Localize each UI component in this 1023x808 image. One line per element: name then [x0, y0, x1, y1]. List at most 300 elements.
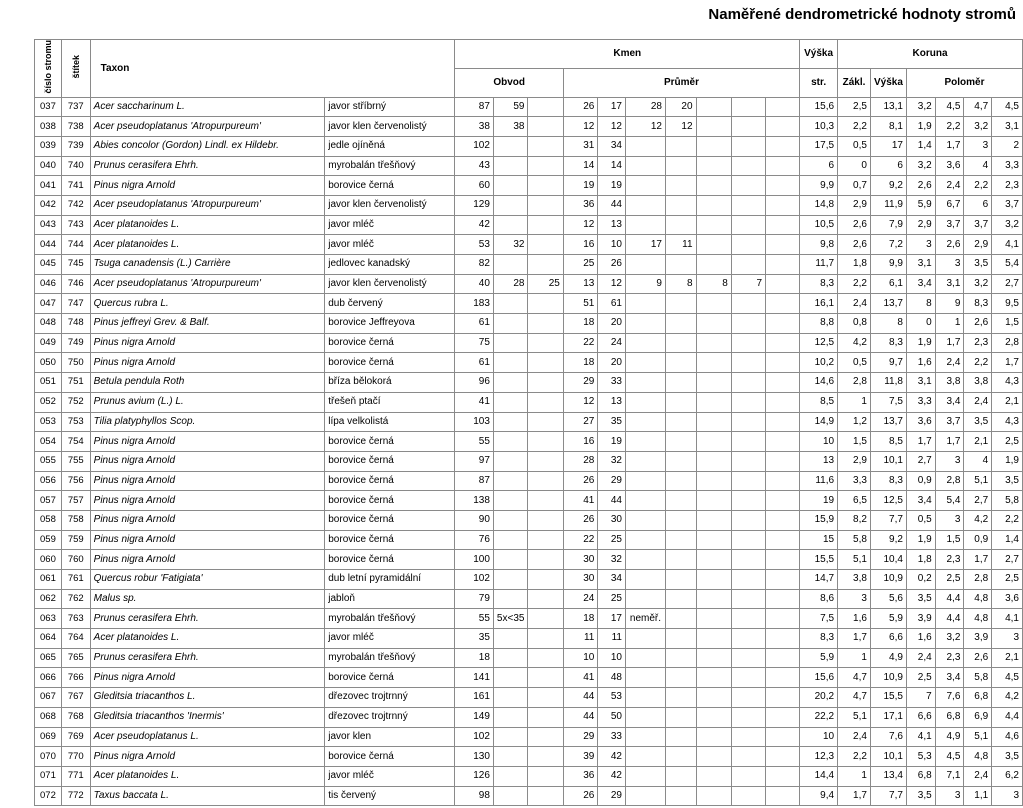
table-cell: 768 — [61, 707, 90, 727]
table-row — [35, 451, 1023, 471]
table-cell: 9,2 — [870, 530, 906, 550]
table-cell — [731, 589, 765, 609]
table-cell: 17 — [626, 235, 666, 255]
table-cell: 059 — [35, 530, 62, 550]
table-cell: 8,3 — [800, 629, 838, 649]
table-cell: Pinus nigra Arnold — [90, 510, 325, 530]
table-cell — [766, 609, 800, 629]
table-cell: 6,5 — [838, 491, 871, 511]
table-row — [35, 510, 1023, 530]
table-cell — [528, 392, 563, 412]
table-cell: 2,4 — [964, 392, 992, 412]
table-cell: 79 — [455, 589, 494, 609]
table-cell: 041 — [35, 176, 62, 196]
table-cell: javor klen červenolistý — [325, 117, 455, 137]
table-cell: 5,1 — [964, 471, 992, 491]
table-cell — [696, 727, 731, 747]
table-cell — [626, 432, 666, 452]
table-cell: Pinus nigra Arnold — [90, 353, 325, 373]
table-cell: 48 — [598, 668, 626, 688]
table-cell: 042 — [35, 195, 62, 215]
header-vyska-str: str. — [800, 68, 838, 97]
table-cell: 2,5 — [935, 570, 964, 590]
table-cell: 2,4 — [838, 727, 871, 747]
table-cell — [626, 195, 666, 215]
table-cell — [731, 707, 765, 727]
table-cell: 738 — [61, 117, 90, 137]
table-cell — [528, 491, 563, 511]
table-cell: Tilia platyphyllos Scop. — [90, 412, 325, 432]
table-cell: 33 — [598, 373, 626, 393]
table-cell: 3,1 — [992, 117, 1023, 137]
table-cell: 7 — [731, 274, 765, 294]
table-cell — [731, 530, 765, 550]
table-cell: 16,1 — [800, 294, 838, 314]
table-cell: 2,5 — [906, 668, 935, 688]
table-cell: myrobalán třešňový — [325, 648, 455, 668]
table-cell: 13,7 — [870, 412, 906, 432]
table-cell: 9,2 — [870, 176, 906, 196]
table-cell — [626, 747, 666, 767]
table-cell: 4,8 — [964, 747, 992, 767]
table-cell — [665, 156, 696, 176]
table-cell: 0,5 — [838, 353, 871, 373]
table-cell — [493, 412, 528, 432]
table-cell: 12,5 — [800, 333, 838, 353]
table-cell: 5,9 — [800, 648, 838, 668]
table-cell — [528, 766, 563, 786]
table-cell: 739 — [61, 136, 90, 156]
table-cell: 7,6 — [935, 688, 964, 708]
table-cell: 11,6 — [800, 471, 838, 491]
table-cell: 5,1 — [838, 550, 871, 570]
table-cell: Prunus cerasifera Ehrh. — [90, 648, 325, 668]
table-cell — [665, 707, 696, 727]
table-cell — [665, 255, 696, 275]
table-cell — [731, 766, 765, 786]
table-cell — [696, 589, 731, 609]
table-cell: 754 — [61, 432, 90, 452]
table-cell: 5,4 — [992, 255, 1023, 275]
table-cell: 1,4 — [906, 136, 935, 156]
table-cell — [665, 570, 696, 590]
table-cell: 1,6 — [838, 609, 871, 629]
table-cell: 3,7 — [992, 195, 1023, 215]
table-cell — [696, 235, 731, 255]
table-cell: 41 — [563, 491, 597, 511]
table-cell: 1,7 — [992, 353, 1023, 373]
table-cell: neměř. — [626, 609, 666, 629]
table-cell — [731, 294, 765, 314]
table-cell: 9 — [935, 294, 964, 314]
table-cell: Betula pendula Roth — [90, 373, 325, 393]
table-cell: 40 — [455, 274, 494, 294]
table-cell — [696, 195, 731, 215]
table-cell: 766 — [61, 668, 90, 688]
table-cell: 29 — [598, 471, 626, 491]
table-cell — [626, 668, 666, 688]
table-cell: 3,3 — [838, 471, 871, 491]
table-cell — [626, 589, 666, 609]
table-cell: Pinus nigra Arnold — [90, 432, 325, 452]
table-cell: 0,5 — [906, 510, 935, 530]
table-cell: 31 — [563, 136, 597, 156]
table-cell — [696, 491, 731, 511]
table-cell — [696, 510, 731, 530]
table-cell: 062 — [35, 589, 62, 609]
table-cell — [731, 668, 765, 688]
table-cell: 752 — [61, 392, 90, 412]
table-cell: 9,9 — [800, 176, 838, 196]
table-cell — [493, 766, 528, 786]
table-cell: 3,4 — [935, 668, 964, 688]
table-cell — [493, 668, 528, 688]
table-cell — [696, 392, 731, 412]
table-cell: 753 — [61, 412, 90, 432]
table-cell — [528, 530, 563, 550]
table-cell: 14 — [598, 156, 626, 176]
table-cell — [766, 727, 800, 747]
table-cell: 1 — [935, 314, 964, 334]
table-cell: 1,7 — [935, 136, 964, 156]
table-cell — [493, 589, 528, 609]
table-cell: 19 — [598, 176, 626, 196]
table-cell: 26 — [563, 97, 597, 117]
table-cell: 054 — [35, 432, 62, 452]
table-cell: Quercus robur 'Fatigiata' — [90, 570, 325, 590]
table-cell: 13 — [800, 451, 838, 471]
table-cell: 14,7 — [800, 570, 838, 590]
table-cell: třešeň ptačí — [325, 392, 455, 412]
table-cell — [731, 235, 765, 255]
table-cell — [731, 747, 765, 767]
table-cell: 2,6 — [838, 215, 871, 235]
table-cell: Pinus nigra Arnold — [90, 333, 325, 353]
table-cell — [731, 314, 765, 334]
table-cell — [528, 117, 563, 137]
table-cell: 762 — [61, 589, 90, 609]
table-cell — [766, 629, 800, 649]
table-cell — [766, 530, 800, 550]
table-cell — [731, 570, 765, 590]
table-cell: Acer pseudoplatanus 'Atropurpureum' — [90, 195, 325, 215]
table-cell: 8,3 — [870, 471, 906, 491]
table-cell: 20 — [598, 353, 626, 373]
table-row — [35, 117, 1023, 137]
table-cell — [665, 373, 696, 393]
table-cell: borovice černá — [325, 451, 455, 471]
table-cell: 4 — [964, 451, 992, 471]
table-cell: 32 — [493, 235, 528, 255]
table-cell — [626, 550, 666, 570]
table-cell: 743 — [61, 215, 90, 235]
table-cell — [528, 255, 563, 275]
table-cell — [528, 510, 563, 530]
table-cell: 2,8 — [964, 570, 992, 590]
table-cell: 4,7 — [838, 668, 871, 688]
table-cell: 8,3 — [800, 274, 838, 294]
table-cell: 737 — [61, 97, 90, 117]
table-cell: 2,3 — [964, 333, 992, 353]
table-cell: 11 — [665, 235, 696, 255]
table-cell: 12,5 — [870, 491, 906, 511]
table-cell: 16 — [563, 432, 597, 452]
table-row — [35, 707, 1023, 727]
table-cell: 050 — [35, 353, 62, 373]
table-cell: 149 — [455, 707, 494, 727]
table-cell: 10,3 — [800, 117, 838, 137]
table-cell: 049 — [35, 333, 62, 353]
table-cell: 35 — [598, 412, 626, 432]
table-cell: 2,1 — [992, 648, 1023, 668]
table-cell: 3,2 — [992, 215, 1023, 235]
table-cell — [493, 294, 528, 314]
table-cell — [766, 451, 800, 471]
table-cell: 740 — [61, 156, 90, 176]
table-cell: 2,4 — [935, 176, 964, 196]
table-cell — [766, 589, 800, 609]
table-cell: Prunus cerasifera Ehrh. — [90, 156, 325, 176]
table-cell: 6 — [964, 195, 992, 215]
table-cell: 4,4 — [992, 707, 1023, 727]
table-cell — [766, 255, 800, 275]
table-cell — [766, 747, 800, 767]
table-cell — [528, 432, 563, 452]
table-cell: 27 — [563, 412, 597, 432]
table-cell: 5,9 — [870, 609, 906, 629]
table-cell — [665, 195, 696, 215]
table-cell: 3,5 — [992, 471, 1023, 491]
table-cell: 055 — [35, 451, 62, 471]
table-cell — [528, 589, 563, 609]
table-cell: tis červený — [325, 786, 455, 806]
table-cell: borovice černá — [325, 491, 455, 511]
table-cell: 9,5 — [992, 294, 1023, 314]
table-cell: borovice černá — [325, 333, 455, 353]
table-cell: 3,4 — [935, 392, 964, 412]
table-cell — [766, 274, 800, 294]
table-cell — [731, 333, 765, 353]
table-cell: 12 — [598, 274, 626, 294]
table-cell — [493, 314, 528, 334]
table-cell — [528, 156, 563, 176]
table-cell: 44 — [598, 195, 626, 215]
table-cell: 14,4 — [800, 766, 838, 786]
table-cell: 3,2 — [906, 97, 935, 117]
table-cell: dřezovec trojtrnný — [325, 688, 455, 708]
table-cell: 30 — [598, 510, 626, 530]
table-row — [35, 294, 1023, 314]
table-cell: Quercus rubra L. — [90, 294, 325, 314]
table-cell — [626, 510, 666, 530]
table-row — [35, 176, 1023, 196]
table-cell: Gleditsia triacanthos 'Inermis' — [90, 707, 325, 727]
table-cell: Pinus nigra Arnold — [90, 451, 325, 471]
table-cell: 42 — [455, 215, 494, 235]
table-cell: 24 — [598, 333, 626, 353]
table-cell: 5,3 — [906, 747, 935, 767]
table-cell: 12 — [563, 392, 597, 412]
table-cell — [626, 255, 666, 275]
table-cell: 1,8 — [838, 255, 871, 275]
table-cell — [696, 136, 731, 156]
table-cell: 070 — [35, 747, 62, 767]
table-cell: 43 — [455, 156, 494, 176]
table-cell: 1,7 — [906, 432, 935, 452]
table-cell: 13,4 — [870, 766, 906, 786]
table-cell: 3,6 — [992, 589, 1023, 609]
table-cell — [665, 353, 696, 373]
table-cell — [696, 629, 731, 649]
table-cell: 3 — [838, 589, 871, 609]
header-zakl: Zákl. — [838, 68, 871, 97]
table-cell — [493, 747, 528, 767]
table-cell: 4,7 — [964, 97, 992, 117]
table-cell — [493, 373, 528, 393]
table-cell: 4,9 — [870, 648, 906, 668]
table-cell: 28 — [563, 451, 597, 471]
table-cell: 76 — [455, 530, 494, 550]
table-cell: 769 — [61, 727, 90, 747]
table-cell: 12 — [563, 215, 597, 235]
table-cell: Pinus nigra Arnold — [90, 471, 325, 491]
table-cell — [626, 491, 666, 511]
table-cell: 15 — [800, 530, 838, 550]
table-cell — [493, 707, 528, 727]
table-cell: 0,7 — [838, 176, 871, 196]
table-cell: 141 — [455, 668, 494, 688]
table-cell: 6,6 — [906, 707, 935, 727]
table-cell — [731, 510, 765, 530]
table-cell: 744 — [61, 235, 90, 255]
table-cell — [528, 786, 563, 806]
table-cell — [731, 117, 765, 137]
table-cell: 2,9 — [838, 451, 871, 471]
table-cell — [766, 688, 800, 708]
table-cell: 61 — [455, 353, 494, 373]
table-cell: 8,1 — [870, 117, 906, 137]
table-cell: 1,7 — [838, 629, 871, 649]
table-cell — [493, 688, 528, 708]
table-cell — [766, 491, 800, 511]
table-cell: 8,3 — [870, 333, 906, 353]
table-row — [35, 373, 1023, 393]
table-cell: 2,4 — [935, 353, 964, 373]
table-row — [35, 648, 1023, 668]
table-cell: 30 — [563, 570, 597, 590]
table-cell: 2,3 — [935, 648, 964, 668]
table-cell — [493, 786, 528, 806]
table-row — [35, 136, 1023, 156]
table-cell: 1 — [838, 648, 871, 668]
table-cell: 3,2 — [964, 274, 992, 294]
table-cell — [665, 766, 696, 786]
table-cell — [528, 629, 563, 649]
table-cell: 047 — [35, 294, 62, 314]
table-cell — [696, 255, 731, 275]
table-cell: 3,5 — [906, 786, 935, 806]
table-cell: Pinus nigra Arnold — [90, 747, 325, 767]
table-cell — [626, 727, 666, 747]
table-cell: Acer platanoides L. — [90, 235, 325, 255]
table-cell — [766, 156, 800, 176]
table-cell: 6 — [800, 156, 838, 176]
table-cell: 6 — [870, 156, 906, 176]
table-cell — [493, 510, 528, 530]
table-cell: 24 — [563, 589, 597, 609]
table-cell: 26 — [598, 255, 626, 275]
table-cell: 2,6 — [964, 314, 992, 334]
table-cell — [731, 550, 765, 570]
table-cell: 052 — [35, 392, 62, 412]
table-cell: 1,5 — [838, 432, 871, 452]
table-cell — [665, 136, 696, 156]
table-cell — [731, 412, 765, 432]
table-cell: 3 — [935, 255, 964, 275]
table-cell: 6,8 — [906, 766, 935, 786]
table-cell — [626, 648, 666, 668]
table-cell: 19 — [563, 176, 597, 196]
table-cell: 1,9 — [906, 333, 935, 353]
table-cell: 2,7 — [992, 550, 1023, 570]
table-cell: 2,5 — [838, 97, 871, 117]
table-cell: 069 — [35, 727, 62, 747]
table-cell: 53 — [598, 688, 626, 708]
table-cell: 29 — [563, 727, 597, 747]
table-cell: 18 — [563, 353, 597, 373]
table-cell — [766, 195, 800, 215]
table-cell — [731, 353, 765, 373]
table-row — [35, 491, 1023, 511]
table-cell: 043 — [35, 215, 62, 235]
table-cell: 18 — [563, 609, 597, 629]
table-cell: 82 — [455, 255, 494, 275]
table-cell — [731, 432, 765, 452]
table-cell: 34 — [598, 570, 626, 590]
table-cell — [766, 117, 800, 137]
table-cell: 14 — [563, 156, 597, 176]
table-cell — [731, 609, 765, 629]
table-cell: 12 — [626, 117, 666, 137]
table-row — [35, 688, 1023, 708]
table-cell — [696, 333, 731, 353]
table-cell: 6,2 — [992, 766, 1023, 786]
table-row — [35, 550, 1023, 570]
table-cell: 15,6 — [800, 668, 838, 688]
header-polomer: Poloměr — [906, 68, 1022, 97]
table-cell: 4,5 — [992, 668, 1023, 688]
table-cell: 771 — [61, 766, 90, 786]
table-cell: 1,4 — [992, 530, 1023, 550]
table-row — [35, 589, 1023, 609]
table-cell — [731, 451, 765, 471]
table-cell: 29 — [563, 373, 597, 393]
table-cell: 7,5 — [870, 392, 906, 412]
table-cell: 7,7 — [870, 510, 906, 530]
table-cell: 9 — [626, 274, 666, 294]
table-cell — [696, 451, 731, 471]
table-cell: 10,9 — [870, 668, 906, 688]
table-cell: 770 — [61, 747, 90, 767]
table-cell: 50 — [598, 707, 626, 727]
table-cell: 7,2 — [870, 235, 906, 255]
table-cell — [731, 786, 765, 806]
table-cell: 60 — [455, 176, 494, 196]
table-cell: 3,9 — [964, 629, 992, 649]
table-cell — [626, 786, 666, 806]
table-cell: 11,8 — [870, 373, 906, 393]
table-cell: 8 — [696, 274, 731, 294]
